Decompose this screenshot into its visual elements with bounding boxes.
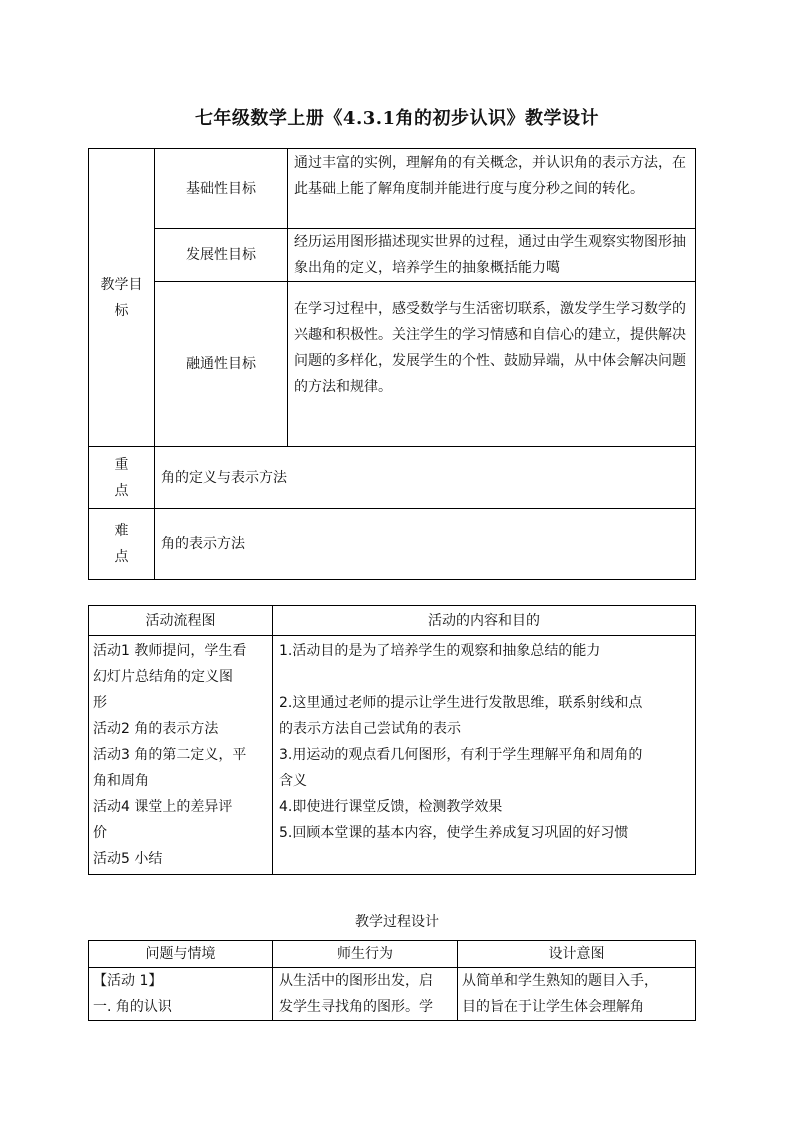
process-intent-cell: 从简单和学生熟知的题目入手， 目的旨在于让学生体会理解角 bbox=[458, 968, 696, 1021]
page-title: 七年级数学上册《4.3.1角的初步认识》教学设计 bbox=[194, 108, 600, 129]
activity-flow-table bbox=[88, 605, 696, 875]
difficult-point-label: 难 点 bbox=[89, 509, 155, 580]
goal-text-basic: 通过丰富的实例，理解角的有关概念，并认识角的表示方法，在此基础上能了解角度制并能进行度与度分秒之间的转化。 bbox=[288, 149, 696, 229]
process-question-cell: 【活动 1】 一. 角的认识 bbox=[89, 968, 273, 1021]
flow-header-chart: 活动流程图 bbox=[89, 606, 273, 636]
flow-purpose-list: 1.活动目的是为了培养学生的观察和抽象总结的能力 2.这里通过老师的提示让学生进行发散思维，联系射线和点 的表示方法自己尝试角的表示 3.用运动的观点看几何图形，有利于学生理解平角和周角的 含义 4.即使进行课堂反馈，检测教学效果 5.回顾本堂课的基本内容，使学生养成复习巩固的好习惯 bbox=[273, 636, 696, 875]
key-point-text: 角的定义与表示方法 bbox=[155, 447, 696, 509]
goal-text-develop: 经历运用图形描述现实世界的过程，通过由学生观察实物图形抽象出角的定义，培养学生的抽象概括能力噶 bbox=[288, 229, 696, 282]
goal-name-develop: 发展性目标 bbox=[155, 229, 288, 282]
goal-name-basic: 基础性目标 bbox=[155, 149, 288, 229]
process-header-behavior: 师生行为 bbox=[273, 941, 458, 968]
goals-table bbox=[88, 148, 696, 580]
process-behavior-cell: 从生活中的图形出发，启 发学生寻找角的图形。学 bbox=[273, 968, 458, 1021]
process-header-intent: 设计意图 bbox=[458, 941, 696, 968]
process-header-question: 问题与情境 bbox=[89, 941, 273, 968]
key-point-label: 重 点 bbox=[89, 447, 155, 509]
goal-name-integrate: 融通性目标 bbox=[155, 282, 288, 447]
flow-header-content: 活动的内容和目的 bbox=[273, 606, 696, 636]
difficult-point-text: 角的表示方法 bbox=[155, 509, 696, 580]
goals-label: 教学目 标 bbox=[89, 149, 155, 447]
process-title: 教学过程设计 bbox=[355, 914, 439, 930]
process-table bbox=[88, 940, 696, 1021]
flow-activity-list: 活动1 教师提问，学生看 幻灯片总结角的定义图 形 活动2 角的表示方法 活动3 角的第二定义，平 角和周角 活动4 课堂上的差异评 价 活动5 小结 bbox=[89, 636, 273, 875]
goal-text-integrate: 在学习过程中，感受数学与生活密切联系，激发学生学习数学的兴趣和积极性。关注学生的学习情感和自信心的建立，提供解决问题的多样化，发展学生的个性、鼓励异端，从中体会解决问题的方法和规律。 bbox=[288, 282, 696, 447]
